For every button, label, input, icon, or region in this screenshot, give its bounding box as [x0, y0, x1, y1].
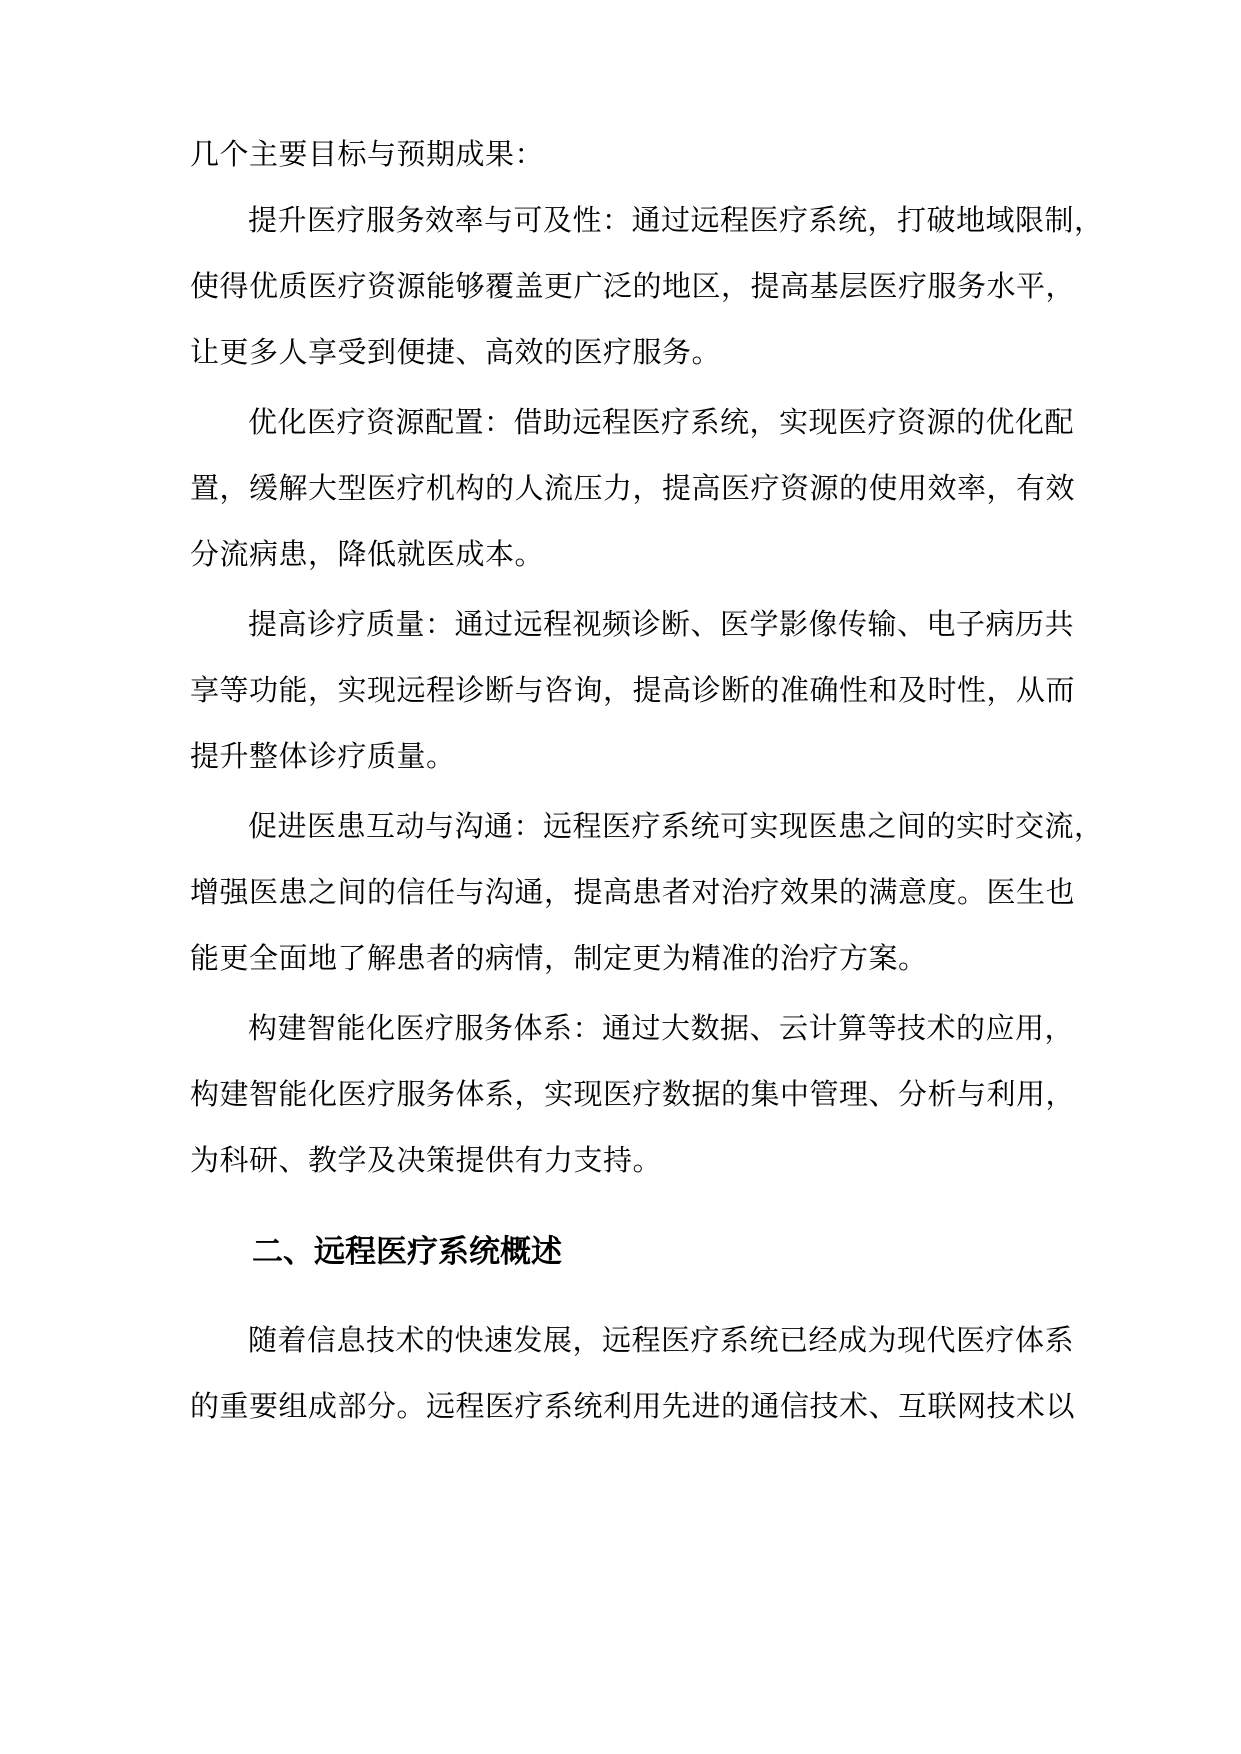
paragraph-line: 享等功能，实现远程诊断与咨询，提高诊断的准确性和及时性，从而 [190, 673, 1076, 707]
paragraph-line: 优化医疗资源配置：借助远程医疗系统，实现医疗资源的优化配 [248, 405, 1075, 439]
paragraph-line: 增强医患之间的信任与沟通，提高患者对治疗效果的满意度。医生也 [190, 875, 1076, 909]
paragraph-line: 的重要组成部分。远程医疗系统利用先进的通信技术、互联网技术以 [190, 1389, 1076, 1423]
paragraph-line: 能更全面地了解患者的病情，制定更为精准的治疗方案。 [190, 941, 928, 975]
paragraph-line: 使得优质医疗资源能够覆盖更广泛的地区，提高基层医疗服务水平， [190, 269, 1076, 303]
paragraph-line: 让更多人享受到便捷、高效的医疗服务。 [190, 335, 722, 369]
section-heading: 二、远程医疗系统概述 [252, 1234, 562, 1270]
paragraph-line: 构建智能化医疗服务体系：通过大数据、云计算等技术的应用， [248, 1011, 1075, 1045]
paragraph-line: 提升整体诊疗质量。 [190, 739, 456, 773]
paragraph-line: 构建智能化医疗服务体系，实现医疗数据的集中管理、分析与利用， [190, 1077, 1076, 1111]
paragraph-line: 促进医患互动与沟通：远程医疗系统可实现医患之间的实时交流， [248, 809, 1104, 843]
paragraph-line: 置，缓解大型医疗机构的人流压力，提高医疗资源的使用效率，有效 [190, 471, 1076, 505]
paragraph-line: 提高诊疗质量：通过远程视频诊断、医学影像传输、电子病历共 [248, 607, 1075, 641]
paragraph-line: 提升医疗服务效率与可及性：通过远程医疗系统，打破地域限制， [248, 203, 1104, 237]
paragraph-line: 随着信息技术的快速发展，远程医疗系统已经成为现代医疗体系 [248, 1323, 1075, 1357]
paragraph-line: 分流病患，降低就医成本。 [190, 537, 545, 571]
paragraph-line: 为科研、教学及决策提供有力支持。 [190, 1143, 663, 1177]
intro-line: 几个主要目标与预期成果： [190, 137, 545, 171]
